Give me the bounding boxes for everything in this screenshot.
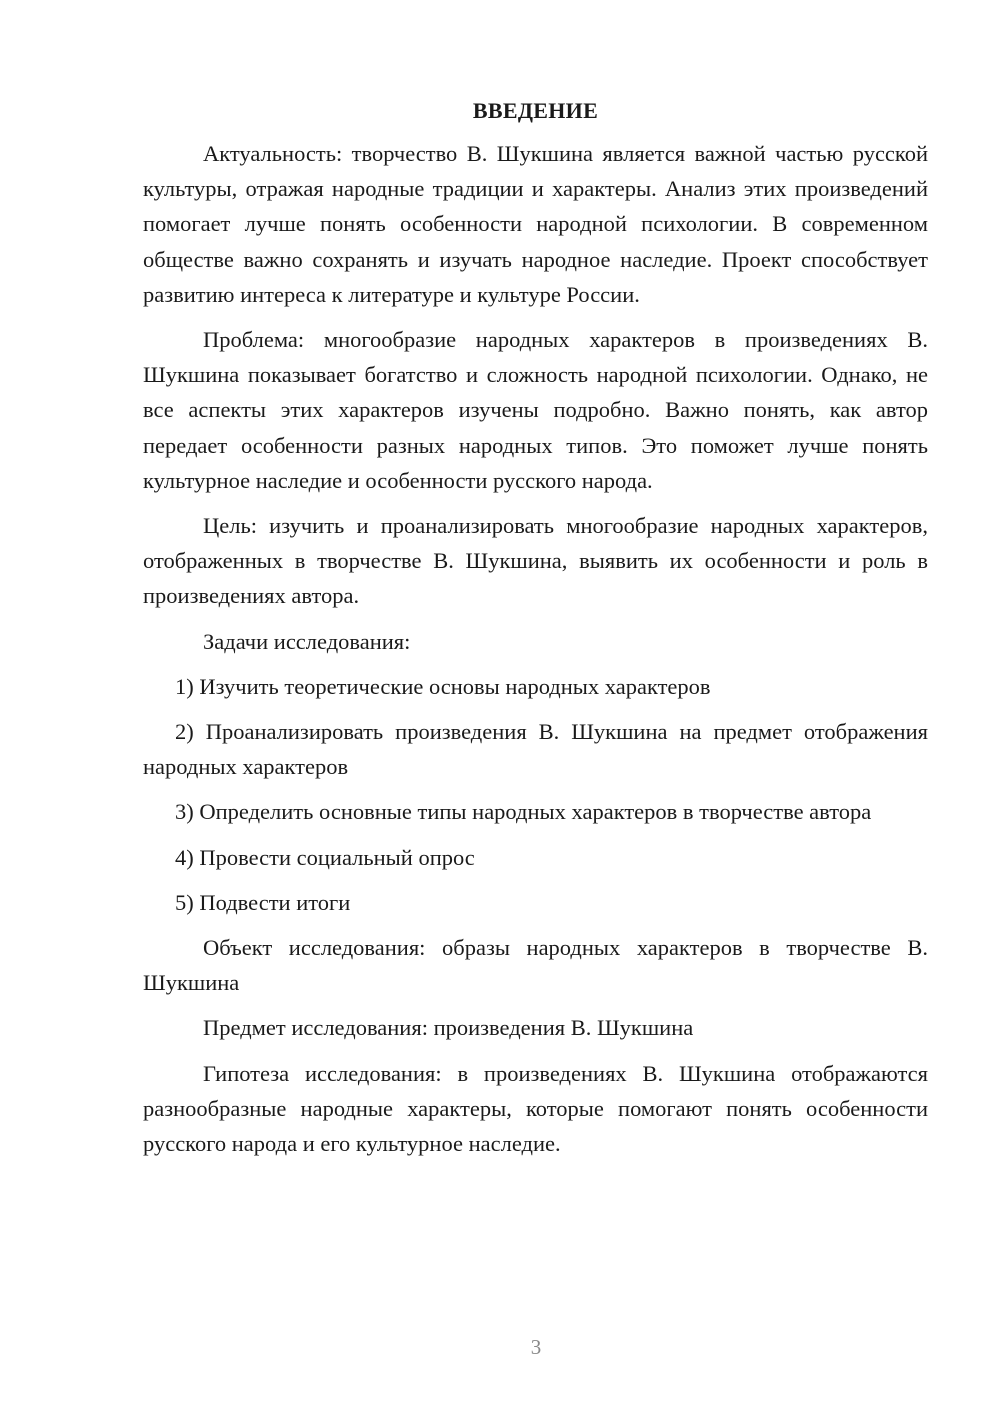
goal-paragraph: Цель: изучить и проанализировать многообразие народных характеров, отображенных в творчестве В. Шукшина, выявить их особенности и роль в произведениях автора. [143,513,928,609]
hypothesis-paragraph: Гипотеза исследования: в произведениях В. Шукшина отображаются разнообразные народные характеры, которые помогают понять особенности русского народа и его культурное наследие. [143,1060,928,1157]
list-item: 5) Подвести итоги [175,889,351,915]
object-paragraph: Объект исследования: образы народных характеров в творчестве В. Шукшина [143,935,928,996]
problem-paragraph: Проблема: многообразие народных характеров в произведениях В. Шукшина показывает богатство и сложность народной психологии. Однако, не все аспекты этих характеров изучены подробно. Важно понять, как автор передает особенности разных народных типов. Это поможет лучше понять культурное наследие и особенности русского народа. [143,327,928,493]
document-page [143,94,928,1171]
tasks-heading: Задачи исследования: [203,628,411,654]
page-number: 3 [530,1335,542,1359]
relevance-paragraph: Актуальность: творчество В. Шукшина является важной частью русской культуры, отражая народные традиции и характеры. Анализ этих произведений помогает лучше понять особенности народной психологии. В современном обществе важно сохранять и изучать народное наследие. Проект способствует развитию интереса к литературе и культуре России. [143,141,928,307]
list-item: 1) Изучить теоретические основы народных характеров [175,673,711,699]
subject-paragraph: Предмет исследования: произведения В. Шукшина [203,1015,694,1041]
tasks-list [143,669,928,920]
page-title: ВВЕДЕНИЕ [472,98,599,123]
list-item: 3) Определить основные типы народных характеров в творчестве автора [175,799,872,825]
list-item: 2) Проанализировать произведения В. Шукшина на предмет отображения народных характеров [143,719,928,780]
list-item: 4) Провести социальный опрос [175,844,475,870]
